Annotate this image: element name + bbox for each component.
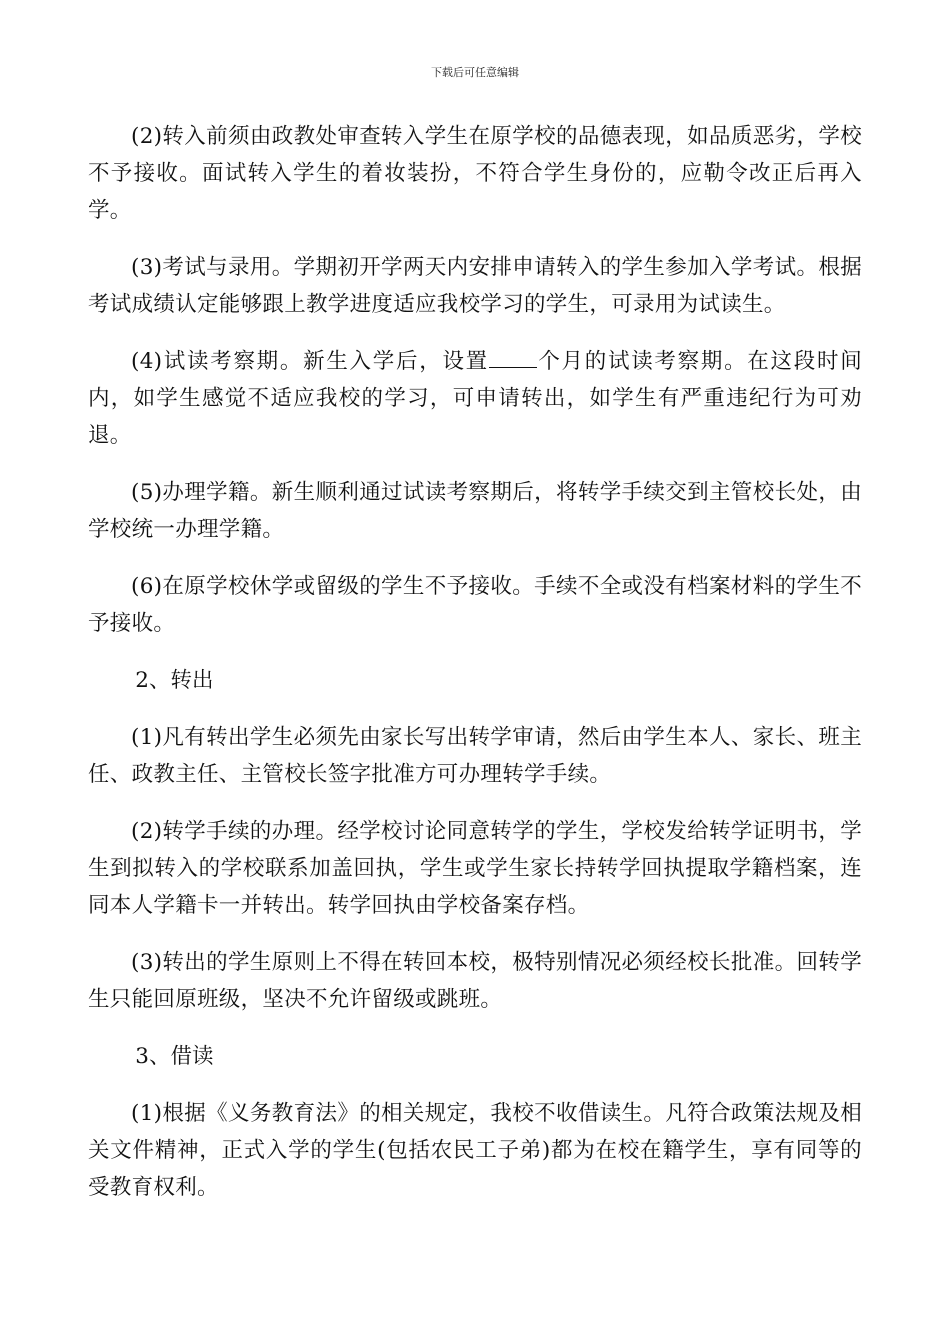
paragraph-transfer-in-4: [88, 343, 862, 454]
page-header-note: 下载后可任意编辑: [431, 66, 519, 79]
document-body: [88, 118, 862, 1226]
paragraph-transfer-in-2: (2)转入前须由政教处审查转入学生在原学校的品德表现，如品质恶劣，学校不予接收。面试转入学生的着妆装扮，不符合学生身份的，应勒令改正后再入学。: [88, 124, 862, 223]
paragraph-transfer-out-1: (1)凡有转出学生必须先由家长写出转学审请，然后由学生本人、家长、班主任、政教主任、主管校长签字批准方可办理转学手续。: [88, 725, 862, 787]
paragraph-transfer-out-2: (2)转学手续的办理。经学校讨论同意转学的学生，学校发给转学证明书，学生到拟转入的学校联系加盖回执，学生或学生家长持转学回执提取学籍档案，连同本人学籍卡一并转出。转学回执由学校备案存档。: [88, 819, 862, 918]
paragraph-transfer-out-3: (3)转出的学生原则上不得在转回本校，极特别情况必须经校长批准。回转学生只能回原班级，坚决不允许留级或跳班。: [88, 950, 862, 1012]
paragraph-transfer-in-5: (5)办理学籍。新生顺利通过试读考察期后，将转学手续交到主管校长处，由学校统一办理学籍。: [88, 480, 862, 542]
paragraph-transfer-in-6: (6)在原学校休学或留级的学生不予接收。手续不全或没有档案材料的学生不予接收。: [88, 574, 862, 636]
paragraph-borrow-study-1: (1)根据《义务教育法》的相关规定，我校不收借读生。凡符合政策法规及相关文件精神，正式入学的学生(包括农民工子弟)都为在校在籍学生，享有同等的受教育权利。: [88, 1101, 862, 1200]
paragraph-transfer-in-3: (3)考试与录用。学期初开学两天内安排申请转入的学生参加入学考试。根据考试成绩认定能够跟上教学进度适应我校学习的学生，可录用为试读生。: [88, 255, 862, 317]
fill-in-blank: [489, 345, 537, 368]
section-heading-borrow-study: 3、借读: [135, 1044, 214, 1069]
paragraph-4-text-after: 个月的试读考察期。在这段时间内，如学生感觉不适应我校的学习，可申请转出，如学生有严重违纪行为可劝退。: [88, 349, 862, 448]
paragraph-4-text-before: (4)试读考察期。新生入学后，设置: [131, 349, 489, 374]
section-heading-transfer-out: 2、转出: [135, 668, 214, 693]
